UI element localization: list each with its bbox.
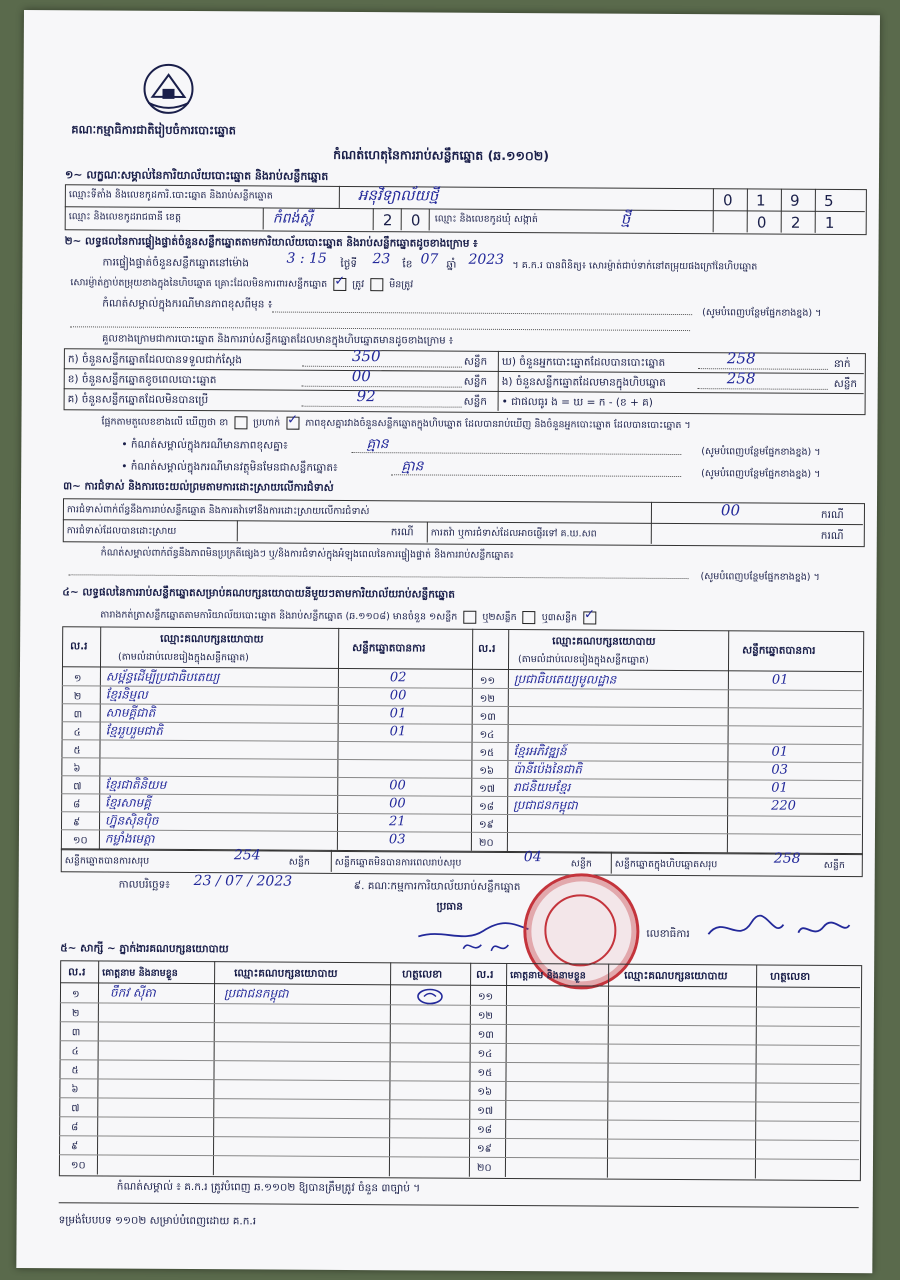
witness-col-sign-right: ហត្ថលេខា: [770, 970, 811, 983]
count-row-a-label: ក) ចំនួនសន្លឹកឆ្នោតដែលបានទទួលជាក់ស្តែង: [67, 353, 242, 367]
objection-row1-value: 00: [720, 501, 741, 520]
count-row-d-value: 258: [726, 349, 756, 368]
results-row-votes: 00: [389, 796, 406, 812]
sheet-3-label: ឬ៣សន្លឹក: [541, 612, 578, 624]
results-row-party: ខ្មែរសាមគ្គី: [105, 795, 151, 810]
results-row-no: ១២: [479, 693, 495, 705]
province-code-1: 2: [382, 211, 393, 230]
witness-row-no: ១: [71, 989, 80, 1001]
witness-col-sign-left: ហត្ថលេខា: [402, 968, 443, 981]
witness-col-name-left: គោត្តនាម និងនាមខ្លួន: [102, 967, 178, 979]
sheet-1-checkbox[interactable]: [463, 611, 476, 624]
results-row-votes: 01: [389, 706, 407, 722]
sheet-3-checkbox[interactable]: [583, 611, 596, 624]
total-box-value: 258: [773, 850, 801, 867]
commune-label: ឈ្មោះ និងលេខកូដឃុំ សង្កាត់: [434, 213, 538, 226]
seal-bad-label: មិនត្រូវ: [389, 279, 414, 291]
match-opt2-checkbox[interactable]: [286, 417, 299, 430]
office-label: ឈ្មោះទីតាំង និងលេខកូដការិ.បោះឆ្នោត និងរាប់សន្លឹកឆ្នោត: [68, 189, 273, 202]
team-line: គួលខាងក្រោមជាការបោះឆ្នោត និងការរាប់សន្លឹកឆ្នោតដែលមានក្នុងហិបឆ្នោតមានដូចខាងក្រោម ៖: [101, 333, 454, 347]
results-row-party: សម្ព័ន្ធដើម្បីប្រជាធិបតេយ្យ: [105, 669, 220, 685]
witness-row-no: ៤: [71, 1046, 79, 1058]
results-row-no: ៩: [73, 817, 81, 829]
date-value: 23 / 07 / 2023: [193, 873, 293, 890]
sheet-2-checkbox[interactable]: [523, 611, 536, 624]
objection-row2-label: ការជំទាស់ដែលបានដោះស្រាយ: [66, 525, 177, 537]
bullet2-value: គ្មាន: [401, 458, 424, 475]
sheet-2-label: ឬ២សន្លឹក: [482, 611, 517, 624]
seal-ok-checkbox[interactable]: [333, 278, 346, 291]
results-row-votes: 01: [771, 780, 788, 796]
bullet1-value: គ្មាន: [366, 436, 389, 453]
witness-row-no: ១៣: [477, 1029, 494, 1041]
witness-row-no: ១២: [477, 1010, 494, 1022]
results-row-no: ៤: [73, 727, 81, 739]
office-code-3: 9: [790, 191, 800, 210]
commune-code-1: 0: [756, 213, 767, 232]
time-line-b: ។ គ.ក.រ បានពិនិត្យ៖ សោរម្ញ៉ាត់ជាប់ទាក់នៅតម្រុយផងក្រៅនៃហិបឆ្នោត: [512, 259, 758, 273]
total-invalid-label: សន្លឹកឆ្នោតមិនបានការពេលរាប់សរុប: [334, 856, 462, 869]
bullet2-label: • កំណត់សម្គាល់ក្នុងករណីមានវត្ថុមិនមែនជាសន្លឹកឆ្នោត៖: [121, 460, 338, 474]
witness-row-no: ៦: [71, 1084, 79, 1096]
witness-row-no: ១៥: [477, 1067, 493, 1079]
witness-row-no: ១៦: [477, 1086, 493, 1098]
total-invalid-unit: សន្លឹក: [570, 858, 592, 870]
witness-footnote: កំណត់សម្គាល់ ៖ គ.ក.រ ត្រូវបំពេញ ឆ.១១០២ ឱ្យបានត្រឹមត្រូវ ចំនួន ៣ច្បាប់ ។: [116, 1180, 421, 1195]
match-line: [101, 415, 690, 433]
results-row-party: ខ្មែរជាតិនិយម: [105, 777, 167, 792]
chair-signature-icon: [413, 908, 533, 959]
bullet2-fill-note: (សូមបំពេញបន្ថែមផ្នែកខាងខ្នង) ។: [701, 468, 821, 480]
section4-title: ៤~ លទ្ធផលនៃការរាប់សន្លឹកឆ្នោតសម្រាប់គណបក្សនយោបាយនីមួយៗតាមការិយាល័យរាប់សន្លឹកឆ្នោត: [62, 586, 455, 601]
org-name: គណៈកម្មាធិការជាតិរៀបចំការបោះឆ្នោត: [71, 122, 237, 138]
results-row-no: ១៣: [479, 711, 496, 723]
results-row-no: ១៨: [479, 801, 494, 813]
witness-row-no: ១៧: [477, 1105, 494, 1117]
results-col-party-right: ឈ្មោះគណបក្សនយោបាយ: [552, 635, 656, 648]
section4-intro-text: តារាងកត់ត្រាសន្លឹកឆ្នោតតាមការិយាល័យបោះឆ្នោត និងរាប់សន្លឹកឆ្នោត (ឆ.១១០៨) មានចំនួន ១សន្លឹក: [100, 609, 458, 623]
count-row-d-unit: នាក់: [833, 357, 851, 371]
objection-row2-mid: ការតវ៉ា ឬការជំទាស់ដែលអាចផ្ញើរទៅ គ.ឃ.សព: [430, 527, 597, 540]
bullet1-fill-note: (សូមបំពេញបន្ថែមផ្នែកខាងខ្នង) ។: [701, 446, 821, 458]
province-value: កំពង់ស្ពឺ: [272, 210, 313, 227]
match-line-b: ភាពខុសគ្នារវាងចំនួនសន្លឹកឆ្នោតក្នុងហិបឆ្នោត ដែលបានរាប់ឃើញ និងចំនួនអ្នកបោះឆ្នោត ដែលបានបោះឆ្នោត ។: [305, 417, 691, 432]
results-row-party: ខ្មែររួបរួមជាតិ: [105, 723, 163, 738]
witness-col-name-right: គោត្តនាម និងនាមខ្លួន: [510, 969, 586, 982]
objection-fill-note: (សូមបំពេញបន្ថែមផ្នែកខាងខ្នង) ។: [700, 571, 820, 583]
issue-fill-note: (សូមបំពេញបន្ថែមផ្នែកខាងខ្នង) ។: [702, 307, 822, 319]
bullet1-label: • កំណត់សម្គាល់ក្នុងករណីមានភាពខុសគ្នា៖: [121, 438, 288, 452]
office-code-4: 5: [824, 191, 834, 210]
witness-row-name: ចឹកវ សុីតា: [109, 985, 156, 1000]
objection-note: កំណត់សម្គាល់ពាក់ព័ន្ធនឹងភាពមិនប្រក្រតីផ្សេងៗ ឬ/និងការជំទាស់ក្នុងអំឡុងពេលនៃការផ្ទៀងផ្ទាត់ និងការរាប់សន្លឹកឆ្នោត៖: [100, 547, 514, 562]
results-row-party: សាមគ្គីជាតិ: [105, 705, 156, 720]
seal-line-text: សោរម្ញ៉ាត់ភ្ជាប់តម្រុយខាងក្នុងនៃហិបឆ្នោត គ្រោះដែលមិនការពារសន្លឹកឆ្នោត: [70, 277, 328, 290]
results-row-no: ១: [73, 673, 82, 685]
chair-label: ប្រធាន: [436, 900, 464, 913]
results-row-party: ប្រជាជនកម្ពុជា: [513, 798, 578, 813]
total-valid-label: សន្លឹកឆ្នោតបានការសរុប: [64, 855, 150, 867]
results-row-no: ១៥: [479, 747, 495, 759]
results-row-votes: 03: [771, 762, 788, 778]
results-row-no: ៦: [73, 763, 81, 775]
results-row-no: ១៩: [478, 819, 494, 831]
witness-row-party: ប្រជាជនកម្ពុជា: [223, 986, 289, 1001]
day-label: ថ្ងៃទី: [340, 257, 358, 271]
objection-row1-unit: ករណី: [820, 508, 844, 522]
province-label: ឈ្មោះ និងលេខកូដរាជធានី ខេត្ត: [68, 211, 182, 223]
commune-code-2: 2: [790, 213, 801, 232]
witness-col-no-right: ល.រ: [476, 968, 494, 981]
total-box-unit: សន្លឹក: [823, 859, 845, 872]
seal-bad-checkbox[interactable]: [370, 278, 383, 291]
count-row-e-unit: សន្លឹក: [833, 377, 858, 391]
time-line-a: ការផ្ទៀងផ្ទាត់ចំនួនសន្លឹកឆ្នោតនៅម៉ោង: [102, 256, 249, 270]
count-row-a-value: 350: [351, 347, 381, 366]
results-row-party: ប៉ានីប៉េងនៃជាតិ: [513, 762, 582, 777]
seal-line: [70, 276, 413, 292]
date-label: កាលបរិច្ឆេទ៖: [118, 878, 170, 891]
total-valid-unit: សន្លឹក: [288, 856, 310, 868]
section3-title: ៣~ ការជំទាស់ និងការចេះយល់ព្រមតាមការដោះស្រាយលើការជំទាស់: [63, 480, 334, 494]
witness-row-no: ១៨: [477, 1124, 492, 1136]
results-row-votes: 00: [389, 778, 406, 794]
province-code-2: 0: [410, 211, 421, 230]
match-opt1-label: ប្រហាក់: [253, 417, 281, 429]
office-code-1: 0: [723, 191, 733, 210]
results-col-no-right: ល.រ: [478, 642, 496, 655]
bottom-note: ទម្រង់បែបបទ ១១០២ សម្រាប់បំពេញដោយ គ.ក.រ: [58, 1214, 257, 1228]
results-col-votes-left: សន្លឹកឆ្នោតបានការ: [352, 642, 426, 655]
results-row-votes: 01: [389, 724, 407, 740]
year-label: ឆ្នាំ: [446, 258, 457, 271]
witness-row-no: ២០: [476, 1162, 492, 1174]
results-row-no: ៣: [73, 709, 83, 721]
witness-row-no: ៣: [71, 1027, 81, 1039]
results-col-no-left: ល.រ: [70, 640, 88, 653]
results-row-party: កម្លាំងមេត្តា: [104, 831, 155, 846]
seal-ok-label: ត្រូវ: [352, 279, 365, 291]
count-row-b-unit: សន្លឹក: [463, 375, 488, 388]
results-row-party: ខ្មែរនិម្មល: [105, 687, 148, 702]
results-row-no: ៨: [73, 799, 81, 811]
results-row-party: ខ្មែរអភិវឌ្ឍន៍: [513, 744, 567, 759]
witness-row-no: ១៤: [477, 1048, 493, 1060]
count-row-b-label: ខ) ចំនួនសន្លឹកឆ្នោតខូចពេលបោះឆ្នោត: [67, 373, 217, 387]
secretary-label: លេខាធិការ: [646, 927, 690, 941]
commune-value: ថ្មី: [620, 209, 631, 228]
results-row-no: ១១: [479, 675, 496, 687]
committee-label: ៩. គណៈកម្មការការិយាល័យរាប់សន្លឹកឆ្នោត: [353, 880, 521, 894]
witness-signature-icon: [410, 986, 450, 1006]
witness-col-party-left: ឈ្មោះគណបក្សនយោបាយ: [234, 967, 338, 980]
results-row-votes: 01: [771, 744, 789, 760]
office-code-2: 1: [756, 191, 766, 210]
results-row-party: ហ្វ៊ុនស៊ិនប៉ិច: [105, 813, 159, 828]
witness-col-party-right: ឈ្មោះគណបក្សនយោបាយ: [624, 969, 728, 983]
match-line-a: ផ្អែកតាមតួលេខខាងលើ ឃើញថា ខា: [101, 416, 229, 429]
results-row-no: ១៦: [479, 765, 495, 777]
results-row-no: ៧: [73, 781, 82, 793]
section2-title: ២~ លទ្ធផលនៃការផ្ទៀងផ្ទាត់ចំនួនសន្លឹកឆ្នោតតាមការិយាល័យបោះឆ្នោត និងរាប់សន្លឹកឆ្នោតដូចខាងក្រោម ៖: [64, 235, 478, 250]
witness-row-no: ២: [71, 1008, 80, 1020]
objection-row2-unit: ករណី: [390, 526, 414, 539]
count-row-a-unit: សន្លឹក: [463, 355, 488, 368]
section5-title: ៥~ សាក្សី ~ ភ្នាក់ងារគណបក្សនយោបាយ: [60, 942, 229, 956]
results-row-votes: 00: [389, 688, 407, 704]
count-row-d-label: ឃ) ចំនួនអ្នកបោះឆ្នោតដែលបានបោះឆ្នោត: [501, 355, 666, 369]
results-row-no: ១៧: [479, 783, 496, 795]
results-row-no: ៥: [73, 745, 81, 757]
month-label: ខែ: [402, 258, 413, 271]
day-value: 23: [372, 251, 391, 268]
time-value: 3 : 15: [286, 250, 327, 267]
results-col-party-sub-left: (តាមលំដាប់លេខរៀងក្នុងសន្លឹកឆ្នោត): [118, 651, 249, 664]
results-row-no: ២: [73, 691, 82, 703]
section4-intro: [100, 608, 599, 625]
count-row-e-label: ង) ចំនួនសន្លឹកឆ្នោតដែលមានក្នុងហិបឆ្នោត: [501, 375, 666, 389]
total-invalid-value: 04: [523, 849, 542, 866]
results-col-party-left: ឈ្មោះគណបក្សនយោបាយ: [160, 632, 264, 646]
results-row-votes: 01: [771, 672, 789, 688]
count-row-c-unit: សន្លឹក: [463, 395, 487, 408]
results-row-party: ប្រជាធិបតេយ្យមូលដ្ឋាន: [513, 672, 617, 687]
total-box-label: សន្លឹកឆ្នោតក្នុងហិបឆ្នោតសរុប: [614, 858, 718, 871]
office-value: អនុវិទ្យាល័យថ្មី: [357, 186, 439, 205]
witness-col-no-left: ល.រ: [68, 966, 86, 979]
results-row-no: ១០: [72, 835, 88, 847]
nec-logo-icon: [138, 63, 198, 115]
results-row-no: ១៤: [479, 729, 495, 741]
witness-row-no: ៨: [71, 1122, 79, 1134]
results-col-votes-right: សន្លឹកឆ្នោតបានការ: [742, 644, 816, 657]
match-opt1-checkbox[interactable]: [234, 416, 247, 429]
witness-row-no: ១៩: [477, 1143, 492, 1155]
witness-row-no: ៧: [71, 1103, 80, 1115]
results-row-votes: 21: [389, 814, 406, 830]
results-row-party: រាជនិយមខ្មែរ: [513, 780, 571, 795]
count-row-e-value: 258: [726, 369, 756, 388]
count-row-c-label: គ) ចំនួនសន្លឹកឆ្នោតដែលមិនបានប្រើ: [67, 393, 209, 407]
results-row-votes: 02: [389, 670, 407, 686]
total-valid-value: 254: [233, 847, 261, 864]
results-row-votes: 03: [388, 832, 406, 848]
witness-row-no: ៩: [71, 1141, 79, 1153]
witness-row-no: ១១: [477, 991, 494, 1003]
witness-row-no: ៥: [71, 1065, 79, 1077]
form-sheet: [16, 10, 880, 1273]
witness-table: [59, 960, 862, 1181]
secretary-signature-icon: [703, 904, 853, 950]
results-row-no: ២០: [478, 837, 494, 849]
witness-row-no: ១០: [70, 1160, 86, 1172]
count-row-c-value: 92: [356, 387, 376, 406]
month-value: 07: [420, 251, 439, 268]
count-formula: • ជាផលធូរ ង = ឃ = ក - (ខ + គ): [501, 395, 653, 409]
section1-title: ១~ លក្ខណៈសម្គាល់នៃការិយាល័យបោះឆ្នោត និងរាប់សន្លឹកឆ្នោត: [64, 168, 329, 183]
issue-label: កំណត់សម្គាល់ក្នុងករណីមានភាពខុសពីមុន ៖: [102, 297, 273, 311]
objection-row2-unit2: ករណី: [820, 529, 844, 543]
results-col-party-sub-right: (តាមលំដាប់លេខរៀងក្នុងសន្លឹកឆ្នោត): [518, 654, 649, 666]
year-value: 2023: [468, 251, 505, 268]
commune-code-3: 1: [824, 213, 835, 232]
objection-row1-label: ការជំទាស់ពាក់ព័ន្ធនឹងការរាប់សន្លឹកឆ្នោត និងការតវ៉ាទៅនឹងការដោះស្រាយលើការជំទាស់: [66, 504, 370, 518]
results-row-votes: 220: [771, 798, 797, 814]
count-row-b-value: 00: [351, 367, 371, 386]
doc-title: កំណត់ហេតុនៃការរាប់សន្លឹកឆ្នោត (ឆ.១១០២): [333, 146, 550, 164]
